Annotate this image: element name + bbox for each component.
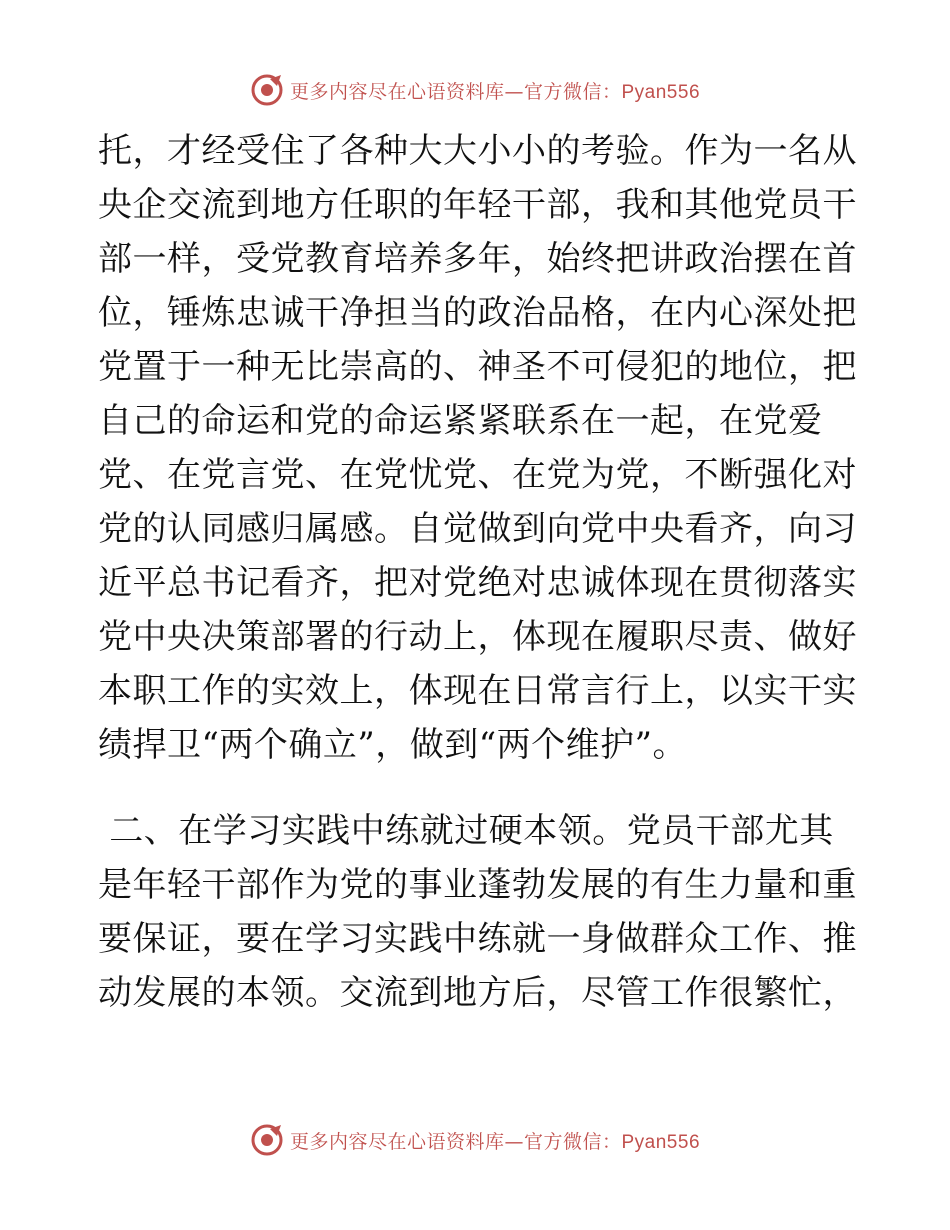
watermark-wechat-id: Pyan556 <box>621 1131 701 1153</box>
text-line: 自己的命运和党的命运紧紧联系在一起，在党爱 <box>98 401 823 441</box>
text-line: 党、在党言党、在党忧党、在党为党，不断强化对 <box>98 455 857 495</box>
header-watermark <box>0 70 950 110</box>
pen-circle-logo-icon <box>250 1123 284 1157</box>
pen-circle-logo-icon <box>250 73 284 107</box>
text-line: 要保证，要在学习实践中练就一身做群众工作、推 <box>98 919 857 959</box>
watermark-text: 更多内容尽在心语资料库—官方微信：Pyan556 <box>289 1130 701 1153</box>
paragraph-spacer <box>98 772 858 804</box>
text-line: 绩捍卫“两个确立”，做到“两个维护”。 <box>98 725 688 765</box>
text-line: 动发展的本领。交流到地方后，尽管工作很繁忙， <box>98 973 857 1013</box>
text-line: 位，锤炼忠诚干净担当的政治品格，在内心深处把 <box>98 293 857 333</box>
text-line: 党中央决策部署的行动上，体现在履职尽责、做好 <box>98 617 857 657</box>
footer-watermark <box>0 1120 950 1160</box>
text-line: 部一样，受党教育培养多年，始终把讲政治摆在首 <box>98 239 857 279</box>
paragraph-1 <box>98 124 858 772</box>
text-line: 是年轻干部作为党的事业蓬勃发展的有生力量和重 <box>98 865 857 905</box>
text-line: 二、在学习实践中练就过硬本领。党员干部尤其 <box>98 811 834 851</box>
text-line: 本职工作的实效上，体现在日常言行上，以实干实 <box>98 671 857 711</box>
text-line: 党的认同感归属感。自觉做到向党中央看齐，向习 <box>98 509 857 549</box>
watermark-wechat-id: Pyan556 <box>621 81 701 103</box>
text-line: 党置于一种无比崇高的、神圣不可侵犯的地位，把 <box>98 347 857 387</box>
text-line: 近平总书记看齐，把对党绝对忠诚体现在贯彻落实 <box>98 563 857 603</box>
watermark-text: 更多内容尽在心语资料库—官方微信：Pyan556 <box>289 80 701 103</box>
document-body <box>98 124 858 1020</box>
text-line: 央企交流到地方任职的年轻干部，我和其他党员干 <box>98 185 857 225</box>
text-line: 托，才经受住了各种大大小小的考验。作为一名从 <box>98 131 857 171</box>
paragraph-2 <box>98 804 858 1020</box>
